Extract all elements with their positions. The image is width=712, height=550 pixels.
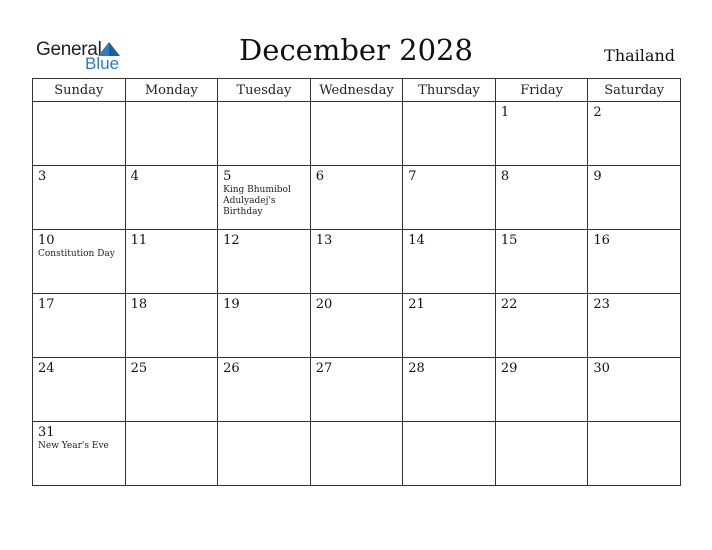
day-cell bbox=[125, 102, 218, 166]
day-cell bbox=[218, 102, 311, 166]
day-cell bbox=[588, 166, 681, 230]
day-number: 7 bbox=[408, 169, 417, 184]
day-cell bbox=[310, 294, 403, 358]
day-cell bbox=[588, 230, 681, 294]
day-cell bbox=[403, 422, 496, 486]
day-cell bbox=[310, 358, 403, 422]
day-cell bbox=[218, 230, 311, 294]
day-cell bbox=[33, 358, 126, 422]
weekday-header: Wednesday bbox=[310, 79, 403, 102]
weekday-header: Sunday bbox=[33, 79, 126, 102]
day-cell bbox=[33, 294, 126, 358]
day-number: 22 bbox=[500, 297, 518, 312]
day-cell bbox=[588, 358, 681, 422]
day-cell bbox=[495, 166, 588, 230]
weekday-header-row bbox=[33, 79, 681, 102]
day-cell bbox=[33, 102, 126, 166]
day-number: 6 bbox=[315, 169, 324, 184]
day-cell bbox=[588, 422, 681, 486]
day-cell bbox=[495, 230, 588, 294]
day-number: 5 bbox=[223, 169, 232, 184]
day-cell bbox=[33, 230, 126, 294]
day-cell bbox=[403, 358, 496, 422]
day-cell bbox=[588, 294, 681, 358]
day-cell bbox=[125, 166, 218, 230]
day-number: 11 bbox=[130, 233, 148, 248]
day-cell bbox=[310, 166, 403, 230]
holiday-label: Constitution Day bbox=[38, 249, 115, 259]
day-number: 8 bbox=[500, 169, 510, 184]
day-cell bbox=[125, 358, 218, 422]
week-row bbox=[33, 230, 681, 294]
weekday-header: Saturday bbox=[588, 79, 681, 102]
day-number: 25 bbox=[130, 361, 148, 376]
week-row bbox=[33, 358, 681, 422]
day-cell bbox=[310, 102, 403, 166]
day-cell bbox=[218, 166, 311, 230]
day-number: 24 bbox=[38, 361, 55, 376]
week-row bbox=[33, 166, 681, 230]
week-row bbox=[33, 422, 681, 486]
day-number: 13 bbox=[315, 233, 333, 248]
day-number: 16 bbox=[593, 233, 610, 248]
day-cell bbox=[218, 358, 311, 422]
weekday-header: Friday bbox=[495, 79, 588, 102]
day-number: 9 bbox=[593, 169, 602, 184]
brand-name-general: General bbox=[36, 39, 102, 60]
day-number: 31 bbox=[38, 425, 55, 440]
day-number: 23 bbox=[593, 297, 610, 312]
day-cell bbox=[495, 358, 588, 422]
week-row bbox=[33, 102, 681, 166]
day-cell bbox=[310, 422, 403, 486]
day-cell bbox=[495, 422, 588, 486]
day-number: 30 bbox=[593, 361, 610, 376]
day-cell bbox=[403, 294, 496, 358]
week-row bbox=[33, 294, 681, 358]
day-number: 21 bbox=[408, 297, 425, 312]
day-number: 26 bbox=[223, 361, 240, 376]
day-number: 1 bbox=[500, 105, 510, 120]
day-number: 28 bbox=[408, 361, 425, 376]
day-number: 18 bbox=[130, 297, 148, 312]
holiday-label: New Year's Eve bbox=[38, 441, 109, 451]
day-number: 19 bbox=[223, 297, 240, 312]
country-label: Thailand bbox=[604, 46, 675, 65]
day-cell bbox=[125, 422, 218, 486]
day-number: 4 bbox=[130, 169, 139, 184]
day-cell bbox=[310, 230, 403, 294]
day-number: 10 bbox=[38, 233, 55, 248]
day-number: 2 bbox=[593, 105, 602, 120]
day-number: 15 bbox=[500, 233, 518, 248]
day-cell bbox=[33, 422, 126, 486]
day-cell bbox=[495, 102, 588, 166]
weekday-header: Thursday bbox=[403, 79, 496, 102]
day-cell bbox=[125, 230, 218, 294]
holiday-label: King Bhumibol Adulyadej's Birthday bbox=[223, 185, 291, 217]
calendar-grid bbox=[32, 78, 681, 486]
day-cell bbox=[125, 294, 218, 358]
day-number: 14 bbox=[408, 233, 425, 248]
day-cell bbox=[218, 294, 311, 358]
day-number: 20 bbox=[315, 297, 333, 312]
day-cell bbox=[403, 102, 496, 166]
day-cell bbox=[495, 294, 588, 358]
day-cell bbox=[403, 230, 496, 294]
day-cell bbox=[403, 166, 496, 230]
calendar-title: December 2028 bbox=[239, 33, 473, 67]
day-number: 12 bbox=[223, 233, 240, 248]
day-number: 3 bbox=[38, 169, 47, 184]
day-cell bbox=[33, 166, 126, 230]
weekday-header: Tuesday bbox=[218, 79, 311, 102]
day-cell bbox=[218, 422, 311, 486]
day-number: 27 bbox=[315, 361, 333, 376]
day-number: 29 bbox=[500, 361, 518, 376]
brand-name-blue: Blue bbox=[85, 54, 120, 73]
day-number: 17 bbox=[38, 297, 55, 312]
day-cell bbox=[588, 102, 681, 166]
weekday-header: Monday bbox=[125, 79, 218, 102]
